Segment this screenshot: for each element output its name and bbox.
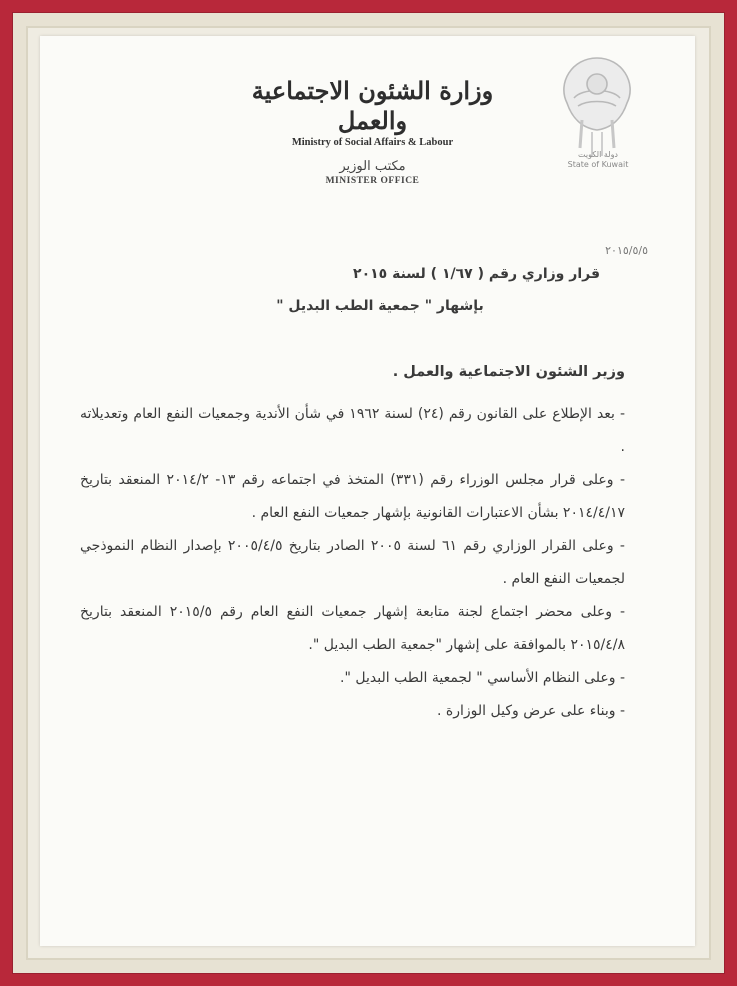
document-page (40, 36, 695, 946)
emblem-caption (558, 150, 638, 170)
clause-item: - بعد الإطلاع على القانون رقم (٢٤) لسنة ١٩٦٢ في شأن الأندية وجمعيات النفع العام وتعديلاته . (80, 406, 625, 455)
ministry-name-english: Ministry of Social Affairs & Labour (291, 137, 454, 148)
clause-item: - وعلى النظام الأساسي " لجمعية الطب البديل ". (340, 670, 625, 686)
clause-item: - وعلى قرار مجلس الوزراء رقم (٣٣١) المتخذ في اجتماعه رقم ١٣- ٢٠١٤/٢ المنعقد بتاريخ ٢٠١٤/٤/١٧ بشأن الاعتبارات القانونية بإشهار جمعيات النفع العام . (80, 472, 625, 521)
decree-number-line: قرار وزاري رقم ( ١/٦٧ ) لسنة ٢٠١٥ (353, 266, 600, 282)
decree-subject: بإشهار " جمعية الطب البديل " (276, 298, 484, 314)
ministry-name-arabic: وزارة الشئون الاجتماعية والعمل (251, 76, 494, 135)
clause-item: - وعلى القرار الوزاري رقم ٦١ لسنة ٢٠٠٥ الصادر بتاريخ ٢٠٠٥/٤/٥ بإصدار النظام النموذجي لجمعيات النفع العام . (80, 538, 625, 587)
emblem-caption-english: State of Kuwait (567, 160, 629, 169)
decree-body (80, 358, 625, 728)
office-name-english: MINISTER OFFICE (325, 176, 420, 186)
clause-item: - وعلى محضر اجتماع لجنة متابعة إشهار جمعيات النفع العام رقم ٢٠١٥/٥ المنعقد بتاريخ ٢٠١٥/٤/٨ بالموافقة على إشهار "جمعية الطب البديل ". (80, 604, 626, 653)
clause-item: - وبناء على عرض وكيل الوزارة . (437, 703, 625, 719)
emblem-caption-arabic: دولة الكويت (578, 150, 618, 159)
document-date: ٢٠١٥/٥/٥ (605, 244, 648, 257)
letterhead (250, 76, 495, 186)
office-name-arabic: مكتب الوزير (339, 159, 406, 174)
minister-title: وزير الشئون الاجتماعية والعمل . (392, 364, 625, 380)
